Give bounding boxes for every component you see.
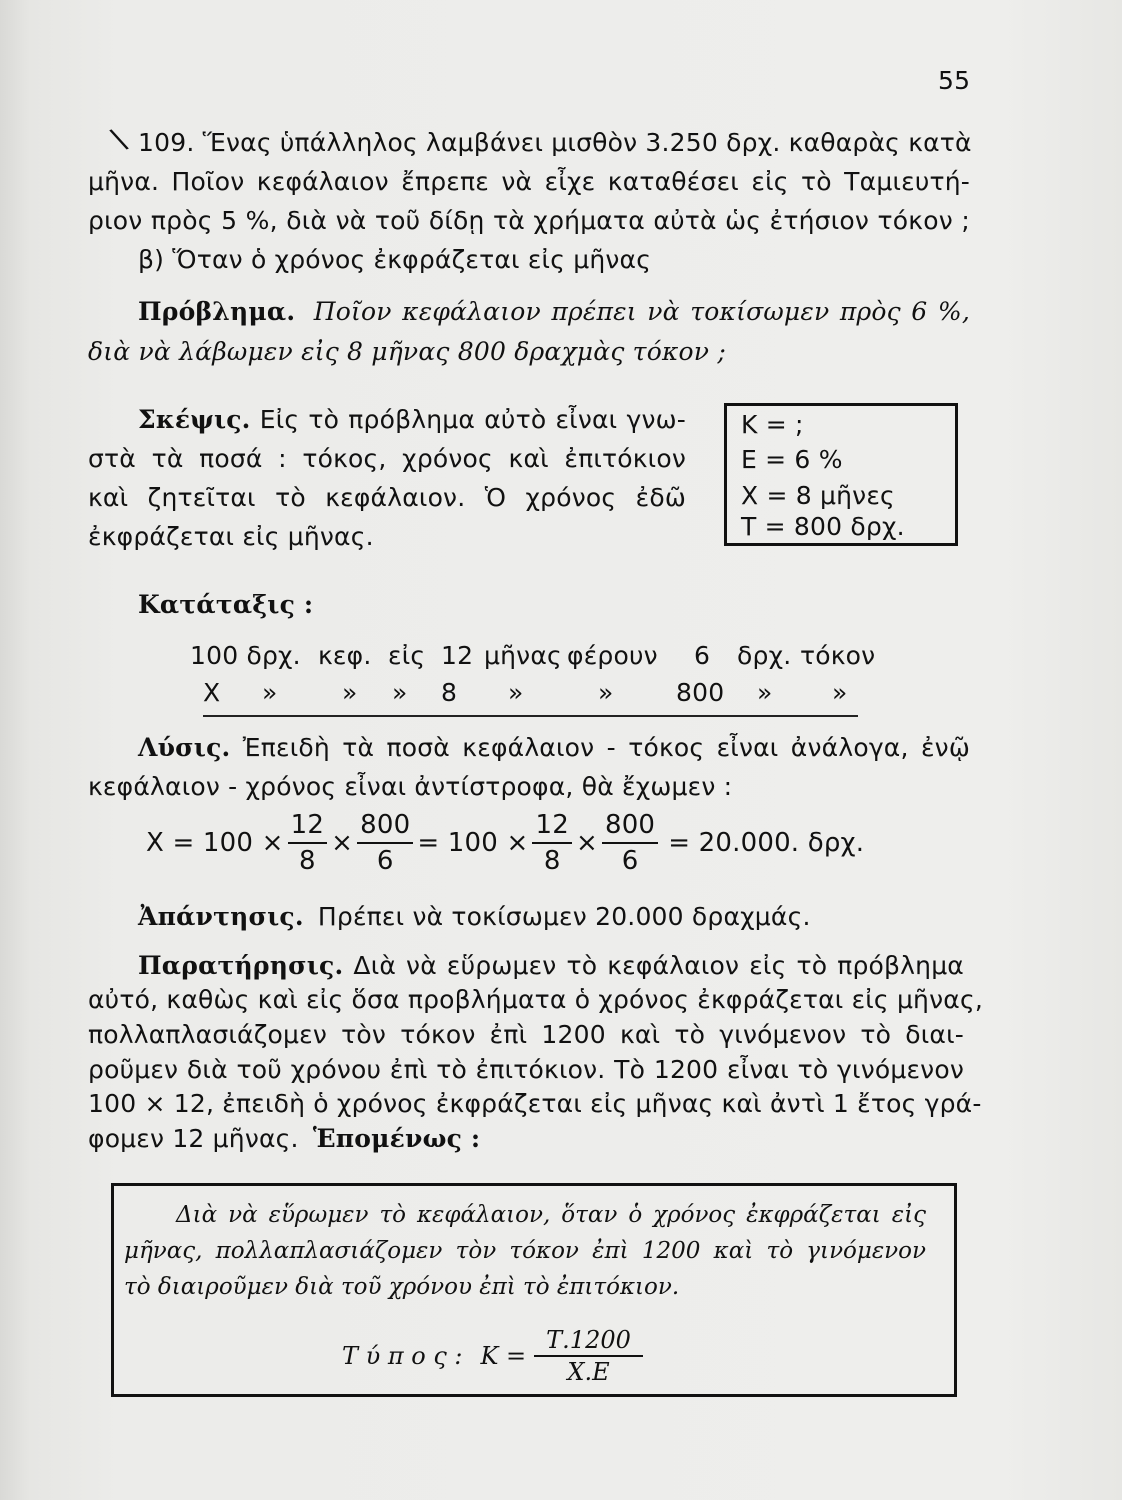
given-t: Τ = 800 δρχ. [741,512,905,541]
solution-line-1: Ἐπειδὴ τὰ ποσὰ κεφάλαιον - τόκος εἶναι ἀνάλογα, ἐνῷ [242,733,970,762]
row2-ditto-3: » [392,678,408,707]
times-sign-1: × [331,828,354,858]
thought-line-2: στὰ τὰ ποσά : τόκος, χρόνος καὶ ἐπιτόκιον [88,444,686,473]
row2-months-value: 8 [441,678,458,707]
rule-line-2: μῆνας, πολλαπλασιάζομεν τὸν τόκον ἐπὶ 1200 καὶ τὸ γινόμενον [124,1238,926,1264]
answer-section [138,902,811,931]
equation-middle: = 100 × [417,828,529,858]
row2-interest-value: 800 [676,678,725,707]
row2-ditto-2: » [342,678,358,707]
rule-box [111,1183,957,1397]
row1-capital: κεφ. [318,641,372,670]
row2-ditto-5: » [598,678,614,707]
exercise-109-line-1: 109. Ἕνας ὑπάλληλος λαμβάνει μισθὸν 3.250 δρχ. καθαρὰς κατὰ [138,128,972,157]
row2-ditto-6: » [757,678,773,707]
check-mark-icon: \ [107,121,132,158]
times-sign-2: × [575,828,598,858]
row2-ditto-7: » [832,678,848,707]
remark-therefore: Ἑπομένως : [312,1124,481,1153]
remark-line-4: ροῦμεν διὰ τοῦ χρόνου ἐπὶ τὸ ἐπιτόκιον. Τὸ 1200 εἶναι τὸ γινόμενον [88,1055,964,1084]
given-k: Κ = ; [741,410,804,439]
row1-months: μῆνας [484,641,562,670]
solution-label: Λύσις. [138,733,231,762]
row1-amount: 100 δρχ. [190,641,301,670]
exercise-109-line-3: ριον πρὸς 5 %, διὰ νὰ τοῦ δίδῃ τὰ χρήματα αὐτὰ ὡς ἐτήσιον τόκον ; [88,206,970,235]
problem-line-2: διὰ νὰ λάβωμεν εἰς 8 μῆνας 800 δραχμὰς τόκον ; [88,337,726,366]
remark-line-2: αὐτό, καθὼς καὶ εἰς ὅσα προβλήματα ὁ χρόνος ἐκφράζεται εἰς μῆνας, [88,985,983,1014]
equation-lhs: Χ = 100 × [146,828,284,858]
given-x: Χ = 8 μῆνες [741,481,895,510]
solution-equation [146,808,864,878]
remark-label: Παρατήρησις. [138,951,344,980]
remark-line-3: πολλαπλασιάζομεν τὸν τόκον ἐπὶ 1200 καὶ τὸ γινόμενον τὸ διαι- [88,1020,964,1049]
thought-line-3: καὶ ζητεῖται τὸ κεφάλαιον. Ὁ χρόνος ἐδῶ [88,483,686,512]
arrangement-rule [203,715,858,717]
rule-line-3: τὸ διαιροῦμεν διὰ τοῦ χρόνου ἐπὶ τὸ ἐπιτόκιον. [124,1274,680,1300]
answer-text: Πρέπει νὰ τοκίσωμεν 20.000 δραχμάς. [317,902,811,931]
formula-label: Τ ύ π ο ς : [342,1342,463,1370]
thought-label: Σκέψις. [138,405,251,434]
row2-ditto-1: » [262,678,278,707]
formula-fraction [534,1328,643,1384]
exercise-109-line-4: β) Ὅταν ὁ χρόνος ἐκφράζεται εἰς μῆνας [138,245,652,274]
fraction-12-over-8-b: $\frac{12}{8}$ [532,812,571,874]
row1-in: εἰς [388,641,426,670]
formula [342,1324,647,1388]
formula-denominator: Χ.Ε [567,1358,610,1386]
row1-interest: τόκον [800,641,876,670]
remark-line-5: 100 × 12, ἐπειδὴ ὁ χρόνος ἐκφράζεται εἰς μῆνας καὶ ἀντὶ 1 ἔτος γρά- [88,1089,982,1118]
problem-label: Πρόβλημα. [138,297,296,326]
thought-line-1: Εἰς τὸ πρόβλημα αὐτὸ εἶναι γνω- [259,405,686,434]
thought-line-4: ἐκφράζεται εἰς μῆνας. [88,522,374,551]
formula-lhs: Κ = [480,1342,527,1370]
rule-line-1: Διὰ νὰ εὕρωμεν τὸ κεφάλαιον, ὅταν ὁ χρόνος ἐκφράζεται εἰς [176,1202,926,1228]
remark-line-6: φομεν 12 μῆνας. [88,1124,299,1153]
remark-line-1: Διὰ νὰ εὕρωμεν τὸ κεφάλαιον εἰς τὸ πρόβλημα [353,951,964,980]
formula-numerator: Τ.1200 [534,1328,643,1357]
fraction-800-over-6-b: $\frac{800}{6}$ [602,812,658,874]
exercise-109-line-2: μῆνα. Ποῖον κεφάλαιον ἔπρεπε νὰ εἶχε καταθέσει εἰς τὸ Ταμιευτή- [88,167,970,196]
problem-line-1: Ποῖον κεφάλαιον πρέπει νὰ τοκίσωμεν πρὸς 6 %, [313,297,970,326]
equation-result: = 20.000. δρχ. [668,828,865,858]
row1-months-value: 12 [441,641,474,670]
row2-unknown: Χ [203,678,221,707]
fraction-12-over-8-a: $\frac{12}{8}$ [288,812,327,874]
page-number: 55 [938,66,971,95]
row1-yield: φέρουν [567,641,658,670]
solution-line-2: κεφάλαιον - χρόνος εἶναι ἀντίστροφα, θὰ ἔχωμεν : [88,772,733,801]
answer-label: Ἀπάντησις. [138,902,304,931]
arrangement-label: Κατάταξις : [138,590,314,619]
row1-drachmas: δρχ. [737,641,792,670]
fraction-800-over-6-a: $\frac{800}{6}$ [357,812,413,874]
row2-ditto-4: » [508,678,524,707]
given-values-box [724,403,958,546]
row1-interest-value: 6 [694,641,711,670]
given-e: Ε = 6 % [741,445,843,474]
